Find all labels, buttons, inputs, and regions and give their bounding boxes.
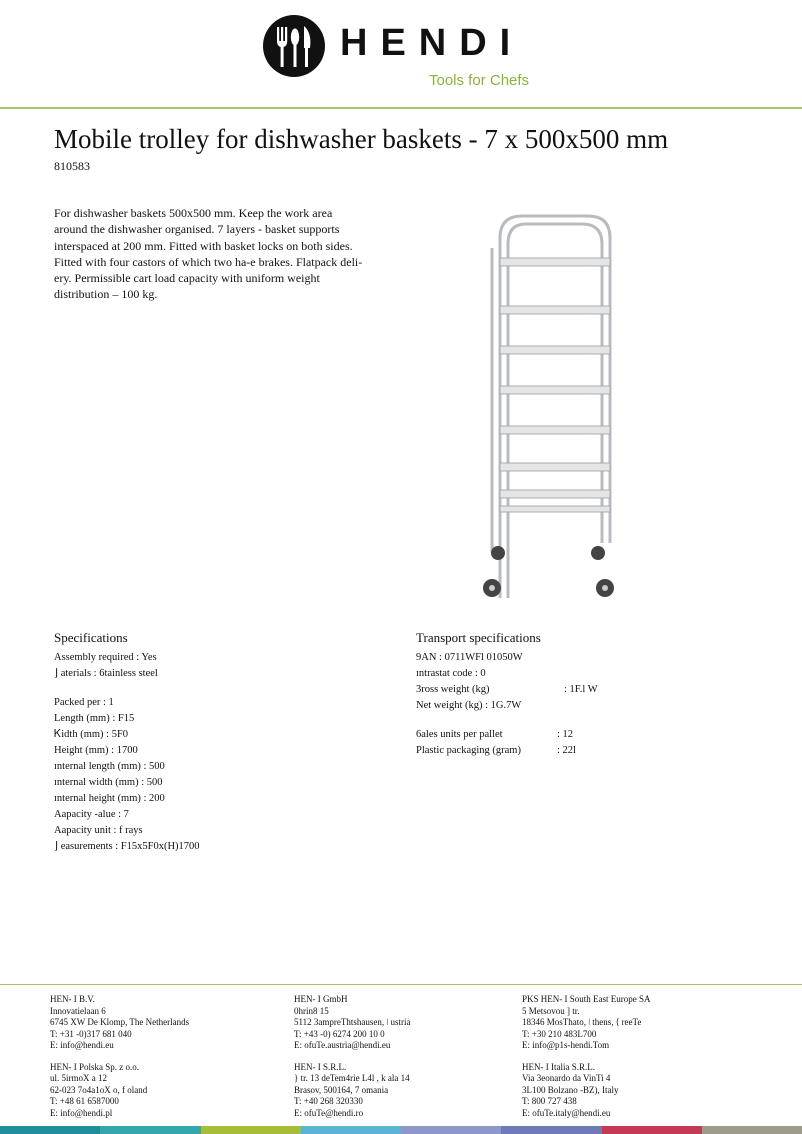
brand-logo: [262, 12, 552, 92]
brand-name: HENDI: [340, 22, 524, 64]
spec-row: Packed per : 1: [54, 697, 114, 708]
brand-tagline: Tools for Chefs: [429, 72, 530, 89]
gross-weight-row: [416, 682, 716, 698]
color-bar-segment: [100, 1126, 200, 1134]
transport-section: [416, 630, 716, 759]
spec-row: Aapacity unit : f rays: [54, 825, 143, 836]
spec-row: ⌋ aterials : 6tainless steel: [54, 668, 158, 679]
footer-divider: [0, 984, 802, 985]
color-bar-segment: [602, 1126, 702, 1134]
office-address: PKS HEN- I South East Europe SA 5 Metsovou ] tr. 18346 MosThato, ǀ thens, ⟨ reeTe T: +30 210 483L700 E: info@p1s-hendi.Tom: [522, 994, 651, 1050]
spec-row: ɪnternal width (mm) : 500: [54, 777, 163, 788]
transport-heading: Transport specifications: [416, 630, 541, 645]
specifications-heading: Specifications: [54, 630, 128, 645]
intrastat-row: ɪntrastat code : 0: [416, 668, 486, 679]
color-bar-segment: [0, 1126, 100, 1134]
sales-units-label: 6ales units per pallet: [416, 729, 503, 740]
product-description: For dishwasher baskets 500x500 mm. Keep the work area around the dishwasher organised. 7 layers - basket supports interspaced at 200 mm. Fitted with basket locks on both sides. Fitted with four castors of which two ha-e brakes. Flatpack deli-ery. Permissible cart load capacity with uniform weight distribution – 100 kg.: [54, 206, 363, 302]
spec-row: ⌋ easurements : F15x5F0x(H)1700: [54, 841, 200, 852]
spec-row: ɪnternal length (mm) : 500: [54, 761, 165, 772]
office-address: HEN- I B.V. Innovatielaan 6 6745 XW De Klomp, The Netherlands T: +31 -0)317 681 040 E: info@hendi.eu: [50, 994, 190, 1050]
office-address: HEN- I GmbH 0hrin8 15 5112 3ampreThtshausen, ǀ ustria T: +43 -0) 6274 200 10 0 E: ofuTe.austria@hendi.eu: [294, 994, 411, 1050]
product-title: Mobile trolley for dishwasher baskets - 7 x 500x500 mm: [54, 124, 669, 154]
footer-color-bar: [0, 1126, 802, 1134]
sales-units-row: [416, 727, 716, 743]
office-address: HEN- I S.R.L. } tr. 13 deTem4rie L4l , k ala 14 Brasov, 500164, 7 omania T: +40 268 320330 E: ofuTe@hendi.ro: [294, 1061, 410, 1118]
color-bar-segment: [501, 1126, 601, 1134]
plastic-packaging-label: Plastic packaging (gram): [416, 745, 521, 756]
sales-units-value: : 12: [557, 729, 574, 740]
color-bar-segment: [702, 1126, 802, 1134]
color-bar-segment: [301, 1126, 401, 1134]
color-bar-segment: [401, 1126, 501, 1134]
spec-row: Assembly required : Yes: [54, 652, 157, 663]
footer-column-3: [522, 994, 651, 1129]
gross-weight-label: 3ross weight (kg): [416, 684, 490, 695]
net-weight-row: Net weight (kg) : 1G.7W: [416, 700, 522, 711]
spec-row: ɪnternal height (mm) : 200: [54, 793, 165, 804]
trolley-image: [470, 208, 640, 608]
specifications-section: [54, 630, 200, 855]
product-code: 810583: [54, 159, 90, 173]
plastic-packaging-row: [416, 743, 716, 759]
gross-weight-value: : 1F.l W: [564, 684, 598, 695]
office-address: HEN- I Italia S.R.L. Via 3eonardo da VinTi 4 3L100 Bolzano -BZ), Italy T: 800 727 438 E: ofuTe.italy@hendi.eu: [522, 1061, 619, 1118]
color-bar-segment: [201, 1126, 301, 1134]
cutlery-logo-icon: [262, 14, 326, 78]
spec-row: Length (mm) : F15: [54, 713, 135, 724]
ean-row: 9AN : 0711WFl 01050W: [416, 652, 523, 663]
spec-row: Aapacity -alue : 7: [54, 809, 129, 820]
spec-row: Height (mm) : 1700: [54, 745, 138, 756]
footer-column-1: [50, 994, 189, 1129]
spec-row: Ꮶidth (mm) : 5F0: [54, 729, 129, 740]
plastic-packaging-value: : 22l: [557, 745, 576, 756]
header-divider: [0, 107, 802, 109]
office-address: HEN- I Polska Sp. z o.o. ul. 5irmoX a 12 62-023 7o4a1oX o, f oland T: +48 61 6587000 E: info@hendi.pl: [50, 1061, 148, 1118]
footer-column-2: [294, 994, 410, 1129]
